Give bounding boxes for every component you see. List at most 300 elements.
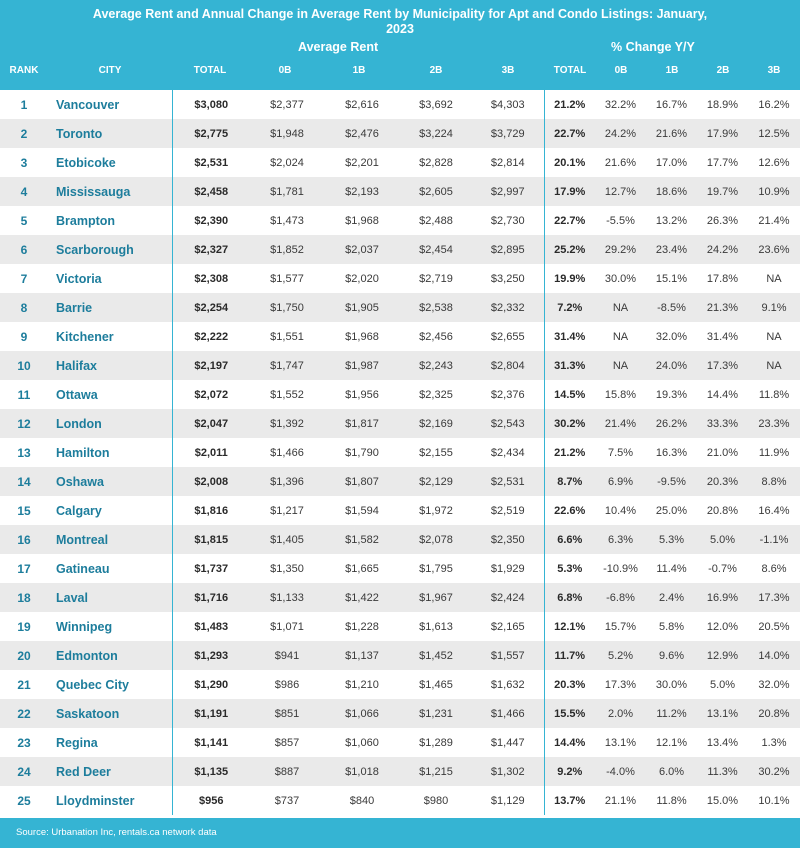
cell-pct-2b: 21.3% xyxy=(697,293,748,322)
cell-total-rent: $2,531 xyxy=(194,156,229,169)
col-header-city: CITY xyxy=(98,65,122,76)
cell-rent-3b: $2,804 xyxy=(472,351,544,380)
cell-pct-0b: 15.7% xyxy=(604,620,637,633)
table-row xyxy=(0,728,800,757)
cell-rank: 25 xyxy=(17,793,31,808)
table-row xyxy=(0,235,800,264)
cell-pct-0b: 21.1% xyxy=(604,794,637,807)
cell-pct-1b: 11.8% xyxy=(656,794,687,807)
cell-pct-total: 6.6% xyxy=(544,525,595,554)
cell-rent-3b: $2,531 xyxy=(472,467,544,496)
cell-pct-1b: 30.0% xyxy=(655,678,688,691)
cell-pct-3b: 12.5% xyxy=(748,119,800,148)
cell-total-rent: $956 xyxy=(199,794,224,807)
table-row xyxy=(0,119,800,148)
table-row xyxy=(0,148,800,177)
cell-rent-1b: $1,060 xyxy=(345,736,379,749)
cell-pct-1b: 17.0% xyxy=(655,156,688,169)
cell-total-rent: $2,327 xyxy=(172,235,250,264)
cell-rank: 3 xyxy=(20,155,28,170)
cell-pct-2b: 13.4% xyxy=(706,736,739,749)
cell-pct-total: 22.7% xyxy=(554,214,586,227)
cell-pct-0b: 6.9% xyxy=(595,467,646,496)
cell-city: Winnipeg xyxy=(48,612,172,641)
cell-pct-2b: 11.3% xyxy=(697,757,748,786)
cell-pct-total: 21.2% xyxy=(554,98,586,111)
cell-pct-3b: NA xyxy=(766,330,782,343)
cell-pct-total: 17.9% xyxy=(544,177,595,206)
cell-pct-1b: 11.4% xyxy=(656,562,687,575)
cell-total-rent: $2,775 xyxy=(172,119,250,148)
cell-pct-3b: 8.6% xyxy=(761,562,787,575)
cell-rent-1b: $2,476 xyxy=(324,119,400,148)
cell-city: Red Deer xyxy=(48,757,172,786)
cell-city: London xyxy=(48,409,172,438)
cell-rent-2b: $1,967 xyxy=(400,583,472,612)
cell-city: Scarborough xyxy=(48,235,172,264)
cell-pct-1b: 26.2% xyxy=(646,409,697,438)
group-header-pct-change: % Change Y/Y xyxy=(611,40,695,54)
cell-rent-0b: $1,405 xyxy=(250,525,324,554)
cell-total-rent: $2,011 xyxy=(194,446,228,459)
cell-pct-0b: 21.6% xyxy=(604,156,637,169)
cell-total-rent: $2,390 xyxy=(194,214,229,227)
cell-pct-2b: 17.7% xyxy=(706,156,739,169)
table-row xyxy=(0,380,800,409)
cell-rank: 13 xyxy=(17,445,31,460)
cell-rent-3b: $2,332 xyxy=(472,293,544,322)
cell-rent-0b: $1,392 xyxy=(250,409,324,438)
cell-rank: 4 xyxy=(0,177,48,206)
cell-rent-0b: $1,552 xyxy=(270,388,304,401)
cell-pct-1b: 32.0% xyxy=(655,330,688,343)
cell-city: Quebec City xyxy=(48,670,172,699)
cell-rent-3b: $2,730 xyxy=(472,206,544,235)
cell-pct-1b: 23.4% xyxy=(646,235,697,264)
cell-pct-0b: NA xyxy=(595,351,646,380)
cell-pct-3b: 17.3% xyxy=(748,583,800,612)
cell-pct-total: 25.2% xyxy=(544,235,595,264)
table-row xyxy=(0,525,800,554)
table-row xyxy=(0,206,800,235)
table-row xyxy=(0,583,800,612)
cell-pct-1b: 18.6% xyxy=(646,177,697,206)
cell-rent-1b: $1,018 xyxy=(324,757,400,786)
table-row xyxy=(0,641,800,670)
cell-pct-1b: 11.2% xyxy=(646,699,697,728)
cell-rent-0b: $2,024 xyxy=(270,156,304,169)
cell-rent-1b: $1,228 xyxy=(345,620,379,633)
cell-rent-3b: $2,543 xyxy=(472,409,544,438)
cell-city: Montreal xyxy=(48,525,172,554)
col-header-pct-0b: 0B xyxy=(614,65,628,76)
cell-pct-total: 20.3% xyxy=(554,678,586,691)
cell-pct-0b: -10.9% xyxy=(603,562,638,575)
cell-rent-0b: $1,551 xyxy=(270,330,304,343)
rent-table xyxy=(0,90,800,815)
cell-pct-3b: 30.2% xyxy=(748,757,800,786)
cell-pct-total: 22.7% xyxy=(544,119,595,148)
cell-pct-2b: 19.7% xyxy=(697,177,748,206)
cell-total-rent: $1,135 xyxy=(172,757,250,786)
cell-pct-2b: 26.3% xyxy=(706,214,739,227)
cell-rent-0b: $1,750 xyxy=(250,293,324,322)
cell-pct-0b: 15.8% xyxy=(604,388,637,401)
cell-rank: 19 xyxy=(17,619,31,634)
cell-rent-3b: $2,350 xyxy=(472,525,544,554)
col-header-0b: 0B xyxy=(278,65,292,76)
cell-pct-0b: 21.4% xyxy=(595,409,646,438)
cell-city: Lloydminster xyxy=(48,786,172,815)
cell-pct-3b: 8.8% xyxy=(748,467,800,496)
cell-rent-3b: $4,303 xyxy=(472,90,544,119)
cell-pct-2b: 24.2% xyxy=(697,235,748,264)
cell-rent-3b: $1,466 xyxy=(472,699,544,728)
cell-pct-1b: 16.7% xyxy=(655,98,688,111)
source-note: Source: Urbanation Inc, rentals.ca network data xyxy=(0,818,800,848)
cell-rent-1b: $2,037 xyxy=(324,235,400,264)
chart-title: Average Rent and Annual Change in Average Rent by Municipality for Apt and Condo Listings: January, 2023 xyxy=(92,7,708,36)
cell-rent-3b: $2,997 xyxy=(472,177,544,206)
cell-city: Hamilton xyxy=(48,438,172,467)
cell-pct-1b: 5.8% xyxy=(658,620,685,633)
cell-pct-2b: 20.8% xyxy=(706,504,739,517)
cell-pct-total: 14.4% xyxy=(554,736,586,749)
cell-rank: 11 xyxy=(17,387,31,402)
cell-rent-1b: $1,665 xyxy=(345,562,379,575)
group-header-average-rent: Average Rent xyxy=(298,40,379,54)
cell-rent-0b: $1,747 xyxy=(250,351,324,380)
cell-pct-2b: 14.4% xyxy=(706,388,739,401)
cell-rent-0b: $1,217 xyxy=(270,504,304,517)
cell-total-rent: $2,197 xyxy=(172,351,250,380)
cell-rent-2b: $2,488 xyxy=(419,214,453,227)
cell-rent-2b: $1,452 xyxy=(400,641,472,670)
cell-pct-0b: -4.0% xyxy=(595,757,646,786)
table-row xyxy=(0,351,800,380)
cell-pct-total: 31.4% xyxy=(554,330,586,343)
cell-pct-1b: 16.3% xyxy=(655,446,688,459)
cell-rent-3b: $2,165 xyxy=(472,612,544,641)
cell-rent-2b: $2,155 xyxy=(419,446,453,459)
cell-pct-total: 12.1% xyxy=(554,620,586,633)
cell-rank: 15 xyxy=(17,503,31,518)
cell-rent-1b: $1,582 xyxy=(324,525,400,554)
cell-city: Ottawa xyxy=(48,380,172,409)
cell-rent-1b: $1,905 xyxy=(324,293,400,322)
cell-pct-0b: -5.5% xyxy=(606,214,635,227)
cell-rent-1b: $840 xyxy=(349,794,375,807)
cell-pct-2b: 17.3% xyxy=(697,351,748,380)
cell-rent-0b: $1,071 xyxy=(270,620,304,633)
cell-pct-2b: 17.9% xyxy=(697,119,748,148)
table-header xyxy=(0,0,800,90)
cell-rank: 8 xyxy=(0,293,48,322)
table-row xyxy=(0,699,800,728)
table-row xyxy=(0,786,800,815)
cell-rent-0b: $887 xyxy=(250,757,324,786)
cell-pct-0b: 12.7% xyxy=(595,177,646,206)
cell-rank: 14 xyxy=(0,467,48,496)
cell-pct-3b: 14.0% xyxy=(748,641,800,670)
cell-pct-2b: 17.8% xyxy=(706,272,739,285)
cell-rent-0b: $1,781 xyxy=(250,177,324,206)
col-header-rank: RANK xyxy=(9,65,39,76)
cell-pct-3b: 20.5% xyxy=(758,620,790,633)
cell-rent-1b: $1,807 xyxy=(324,467,400,496)
table-row xyxy=(0,409,800,438)
cell-rank: 7 xyxy=(20,271,28,286)
cell-pct-3b: 9.1% xyxy=(748,293,800,322)
cell-rent-1b: $1,210 xyxy=(345,678,379,691)
cell-total-rent: $2,222 xyxy=(194,330,229,343)
cell-pct-1b: 24.0% xyxy=(646,351,697,380)
table-row xyxy=(0,554,800,583)
cell-rent-2b: $1,465 xyxy=(419,678,453,691)
cell-rank: 2 xyxy=(0,119,48,148)
cell-pct-0b: 10.4% xyxy=(604,504,637,517)
cell-rent-1b: $1,968 xyxy=(345,330,379,343)
cell-pct-2b: 18.9% xyxy=(706,98,739,111)
cell-pct-1b: 12.1% xyxy=(655,736,688,749)
cell-rent-0b: $1,133 xyxy=(250,583,324,612)
table-body xyxy=(0,90,800,815)
cell-rent-1b: $2,020 xyxy=(345,272,379,285)
cell-pct-0b: 29.2% xyxy=(595,235,646,264)
cell-total-rent: $2,008 xyxy=(172,467,250,496)
cell-pct-1b: 5.3% xyxy=(646,525,697,554)
cell-pct-total: 7.2% xyxy=(544,293,595,322)
cell-rent-2b: $2,828 xyxy=(419,156,453,169)
cell-city: Halifax xyxy=(48,351,172,380)
cell-pct-0b: 30.0% xyxy=(604,272,637,285)
cell-pct-3b: 32.0% xyxy=(758,678,790,691)
col-header-2b: 2B xyxy=(429,65,443,76)
col-header-3b: 3B xyxy=(501,65,515,76)
cell-rent-0b: $1,948 xyxy=(250,119,324,148)
cell-total-rent: $2,254 xyxy=(172,293,250,322)
cell-city: Barrie xyxy=(48,293,172,322)
table-row xyxy=(0,467,800,496)
table-row xyxy=(0,757,800,786)
cell-city: Regina xyxy=(48,728,172,757)
cell-rent-0b: $737 xyxy=(274,794,300,807)
cell-city: Gatineau xyxy=(48,554,172,583)
cell-rank: 24 xyxy=(0,757,48,786)
cell-pct-0b: 32.2% xyxy=(604,98,637,111)
cell-pct-3b: -1.1% xyxy=(748,525,800,554)
cell-pct-total: 9.2% xyxy=(544,757,595,786)
cell-pct-2b: 21.0% xyxy=(706,446,739,459)
cell-pct-2b: 12.0% xyxy=(706,620,739,633)
cell-rank: 6 xyxy=(0,235,48,264)
cell-pct-1b: -8.5% xyxy=(646,293,697,322)
cell-city: Victoria xyxy=(48,264,172,293)
cell-rent-0b: $986 xyxy=(274,678,300,691)
cell-rent-0b: $941 xyxy=(250,641,324,670)
cell-rent-1b: $2,201 xyxy=(345,156,379,169)
cell-city: Saskatoon xyxy=(48,699,172,728)
cell-rent-2b: $1,289 xyxy=(419,736,453,749)
cell-total-rent: $1,716 xyxy=(172,583,250,612)
cell-rent-2b: $2,454 xyxy=(400,235,472,264)
cell-pct-1b: 19.3% xyxy=(655,388,688,401)
cell-rank: 17 xyxy=(17,561,31,576)
table-row xyxy=(0,293,800,322)
cell-city: Toronto xyxy=(48,119,172,148)
cell-pct-3b: 20.8% xyxy=(748,699,800,728)
cell-pct-1b: 25.0% xyxy=(655,504,688,517)
cell-rent-1b: $1,066 xyxy=(324,699,400,728)
cell-rent-3b: $2,655 xyxy=(472,322,544,351)
cell-rank: 5 xyxy=(20,213,28,228)
cell-rent-2b: $2,325 xyxy=(419,388,453,401)
cell-rank: 21 xyxy=(17,677,31,692)
cell-pct-total: 5.3% xyxy=(557,562,583,575)
cell-rent-3b: $3,250 xyxy=(472,264,544,293)
cell-pct-2b: 13.1% xyxy=(697,699,748,728)
cell-pct-1b: -9.5% xyxy=(646,467,697,496)
cell-pct-3b: 10.1% xyxy=(758,794,790,807)
cell-total-rent: $2,047 xyxy=(172,409,250,438)
cell-pct-0b: NA xyxy=(595,293,646,322)
cell-rent-2b: $2,719 xyxy=(419,272,453,285)
cell-rent-3b: $1,129 xyxy=(472,786,544,815)
cell-rent-0b: $1,577 xyxy=(270,272,304,285)
cell-pct-2b: 31.4% xyxy=(706,330,739,343)
table-row xyxy=(0,177,800,206)
cell-city: Kitchener xyxy=(48,322,172,351)
cell-rent-3b: $2,814 xyxy=(472,148,544,177)
cell-rent-3b: $2,895 xyxy=(472,235,544,264)
cell-total-rent: $1,141 xyxy=(194,736,229,749)
cell-city: Laval xyxy=(48,583,172,612)
cell-rent-0b: $1,473 xyxy=(270,214,304,227)
cell-pct-total: 20.1% xyxy=(554,156,586,169)
cell-pct-0b: 5.2% xyxy=(595,641,646,670)
cell-pct-2b: 15.0% xyxy=(706,794,739,807)
cell-rent-1b: $1,956 xyxy=(345,388,379,401)
cell-pct-3b: NA xyxy=(748,351,800,380)
cell-rent-3b: $2,424 xyxy=(472,583,544,612)
cell-city: Oshawa xyxy=(48,467,172,496)
cell-pct-3b: 16.2% xyxy=(758,98,790,111)
cell-rent-2b: $2,456 xyxy=(419,330,453,343)
table-row xyxy=(0,90,800,119)
cell-rent-3b: $1,302 xyxy=(472,757,544,786)
cell-rent-2b: $1,231 xyxy=(400,699,472,728)
cell-pct-1b: 2.4% xyxy=(646,583,697,612)
cell-pct-3b: 1.3% xyxy=(761,736,787,749)
cell-rent-3b: $2,519 xyxy=(472,496,544,525)
cell-total-rent: $1,737 xyxy=(194,562,229,575)
cell-rent-2b: $2,169 xyxy=(400,409,472,438)
cell-pct-2b: 33.3% xyxy=(697,409,748,438)
cell-city: Edmonton xyxy=(48,641,172,670)
cell-rank: 18 xyxy=(0,583,48,612)
cell-pct-0b: NA xyxy=(612,330,629,343)
cell-rent-3b: $1,929 xyxy=(472,554,544,583)
cell-rent-0b: $1,396 xyxy=(250,467,324,496)
cell-pct-total: 31.3% xyxy=(544,351,595,380)
table-row xyxy=(0,496,800,525)
cell-pct-total: 19.9% xyxy=(554,272,586,285)
cell-pct-1b: 15.1% xyxy=(655,272,688,285)
cell-pct-3b: 11.8% xyxy=(758,388,790,401)
cell-pct-2b: 5.0% xyxy=(709,678,736,691)
cell-rent-1b: $1,594 xyxy=(345,504,379,517)
cell-pct-1b: 21.6% xyxy=(646,119,697,148)
cell-pct-1b: 6.0% xyxy=(646,757,697,786)
cell-rent-0b: $1,350 xyxy=(270,562,304,575)
cell-pct-3b: 11.9% xyxy=(758,446,790,459)
cell-pct-0b: 7.5% xyxy=(607,446,634,459)
cell-rank: 9 xyxy=(20,329,28,344)
cell-rent-1b: $1,422 xyxy=(324,583,400,612)
cell-rent-1b: $1,968 xyxy=(345,214,379,227)
cell-total-rent: $1,191 xyxy=(172,699,250,728)
cell-pct-total: 22.6% xyxy=(554,504,586,517)
table-row xyxy=(0,264,800,293)
cell-city: Brampton xyxy=(48,206,172,235)
cell-rent-2b: $1,795 xyxy=(419,562,453,575)
cell-rent-2b: $2,129 xyxy=(400,467,472,496)
cell-rent-1b: $1,987 xyxy=(324,351,400,380)
cell-rent-3b: $2,434 xyxy=(472,438,544,467)
cell-rent-3b: $1,447 xyxy=(472,728,544,757)
cell-pct-2b: 20.3% xyxy=(697,467,748,496)
cell-rent-2b: $2,605 xyxy=(400,177,472,206)
cell-pct-0b: -6.8% xyxy=(595,583,646,612)
col-header-total: TOTAL xyxy=(193,65,227,76)
cell-total-rent: $1,293 xyxy=(172,641,250,670)
cell-pct-3b: 10.9% xyxy=(748,177,800,206)
cell-pct-1b: 9.6% xyxy=(646,641,697,670)
cell-city: Calgary xyxy=(48,496,172,525)
cell-pct-2b: -0.7% xyxy=(708,562,737,575)
cell-rank: 20 xyxy=(0,641,48,670)
table-row xyxy=(0,612,800,641)
cell-rent-0b: $857 xyxy=(274,736,300,749)
cell-pct-0b: 17.3% xyxy=(604,678,637,691)
cell-total-rent: $2,308 xyxy=(194,272,229,285)
col-header-pct-3b: 3B xyxy=(767,65,781,76)
cell-rent-3b: $1,632 xyxy=(472,670,544,699)
cell-pct-0b: 13.1% xyxy=(604,736,637,749)
cell-pct-3b: 23.6% xyxy=(748,235,800,264)
cell-pct-total: 15.5% xyxy=(544,699,595,728)
cell-rank: 16 xyxy=(0,525,48,554)
cell-pct-2b: 16.9% xyxy=(697,583,748,612)
cell-pct-total: 11.7% xyxy=(544,641,595,670)
cell-total-rent: $1,816 xyxy=(194,504,229,517)
col-header-pct-total: TOTAL xyxy=(553,65,587,76)
cell-rent-2b: $1,215 xyxy=(400,757,472,786)
cell-rank: 12 xyxy=(0,409,48,438)
cell-rent-3b: $3,729 xyxy=(472,119,544,148)
cell-pct-2b: 12.9% xyxy=(697,641,748,670)
cell-total-rent: $2,458 xyxy=(172,177,250,206)
col-header-pct-1b: 1B xyxy=(665,65,679,76)
cell-pct-total: 14.5% xyxy=(554,388,586,401)
cell-pct-total: 13.7% xyxy=(554,794,586,807)
col-header-pct-2b: 2B xyxy=(716,65,730,76)
cell-rent-2b: $2,538 xyxy=(400,293,472,322)
cell-rent-1b: $1,817 xyxy=(324,409,400,438)
cell-pct-2b: 5.0% xyxy=(697,525,748,554)
table-row xyxy=(0,438,800,467)
cell-rent-1b: $1,790 xyxy=(345,446,379,459)
